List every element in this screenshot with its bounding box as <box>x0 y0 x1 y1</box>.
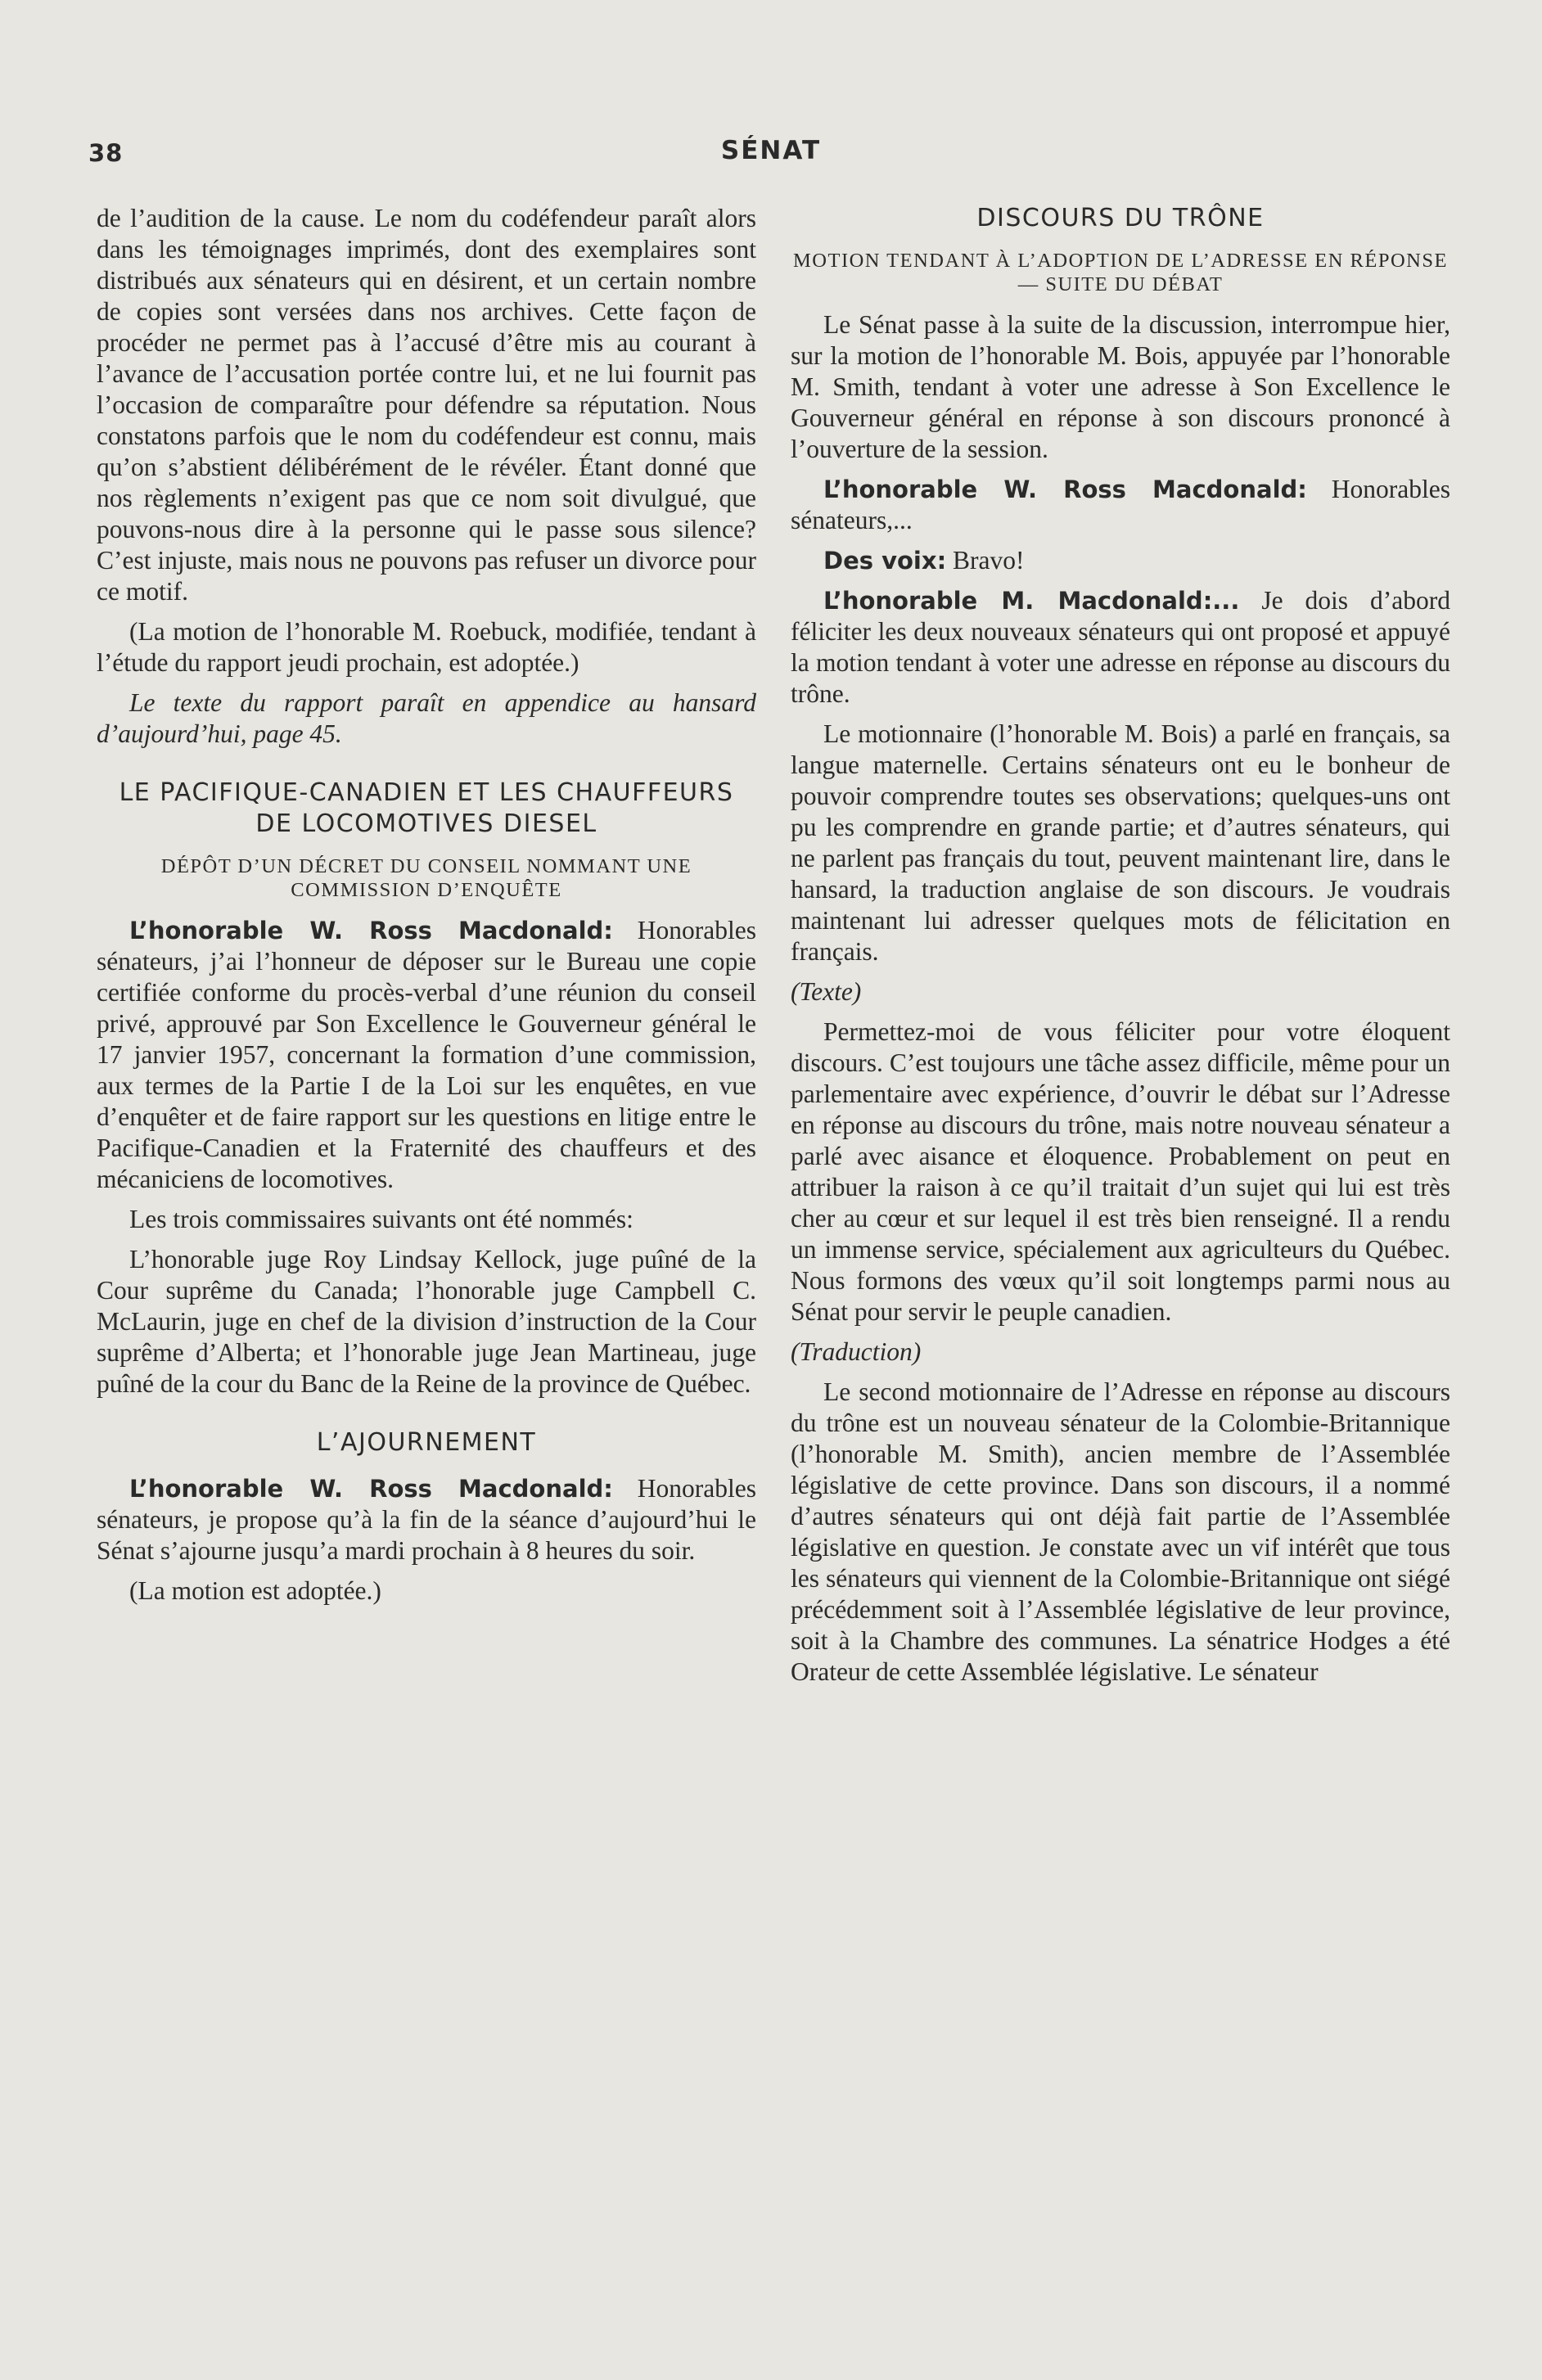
running-head: SÉNAT <box>720 136 822 165</box>
speech-paragraph <box>791 545 1450 576</box>
section-heading-pacifique: LE PACIFIQUE-CANADIEN ET LES CHAUFFEURS DE LOCOMOTIVES DIESEL <box>119 778 734 838</box>
language-marker-texte: (Texte) <box>791 977 862 1006</box>
speaker-name: L’honorable M. Macdonald:... <box>823 587 1240 615</box>
speech-paragraph <box>97 1473 756 1566</box>
paragraph-appendix-note: Le texte du rapport paraît en appendice au hansard d’aujourd’hui, page 45. <box>97 688 756 748</box>
paragraph: Permettez-moi de vous féliciter pour votre éloquent discours. C’est toujours une tâche assez difficile, même pour un parlementaire avec expérience, d’ouvrir le débat sur l’Adresse en réponse au discours du trône, mais notre nouveau sénateur a parlé avec aisance et éloquence. Probablement on peut en attribuer la raison à ce qu’il traitait d’un sujet qui lui est très cher au cœur et sur lequel il est très bien renseigné. Il a rendu un immense service, spécialement aux agriculteurs du Québec. Nous formons des vœux qu’il soit longtemps parmi nous au Sénat pour servir le peuple canadien. <box>791 1017 1450 1326</box>
paragraph: (La motion est adoptée.) <box>129 1576 381 1605</box>
right-column <box>791 203 1450 1697</box>
speech-text: Honorables sénateurs,... <box>791 475 1450 534</box>
speech-paragraph <box>97 915 756 1195</box>
speech-paragraph <box>791 585 1450 710</box>
subheading-depot: DÉPÔT D’UN DÉCRET DU CONSEIL NOMMANT UNE COMMISSION D’ENQUÊTE <box>160 855 692 901</box>
page-number: 38 <box>88 139 124 167</box>
speech-text: Je dois d’abord féliciter les deux nouveaux sénateurs qui ont proposé et appuyé la motion tendant à voter une adresse en réponse au discours du trône. <box>791 586 1450 708</box>
language-marker-traduction: (Traduction) <box>791 1337 922 1366</box>
paragraph: Le motionnaire (l’honorable M. Bois) a parlé en français, sa langue maternelle. Certains sénateurs ont eu le bonheur de pouvoir comprendre toutes ses observations; quelques-uns ont pu les comprendre en grande partie; et d’autres sénateurs, qui ne parlent pas français du tout, peuvent maintenant lire, dans le hansard, la traduction anglaise de son discours. Je voudrais maintenant lui adresser quelques mots de félicitation en français. <box>791 719 1450 966</box>
speech-paragraph <box>791 474 1450 536</box>
speech-text: Honorables sénateurs, je propose qu’à la fin de la séance d’aujourd’hui le Sénat s’ajourne jusqu’a mardi prochain à 8 heures du soir. <box>97 1474 756 1565</box>
paragraph: Le second motionnaire de l’Adresse en réponse au discours du trône est un nouveau sénateur de la Colombie-Britannique (l’honorable M. Smith), ancien membre de l’Assemblée législative de cette province. Dans son discours, il a nommé d’autres sénateurs qui ont déjà fait partie de l’Assemblée législative en question. Je constate avec un vif intérêt que tous les sénateurs qui viennent de la Colombie-Britannique ont siégé précédemment soit à l’Assemblée législative de leur province, soit à la Chambre des communes. La sénatrice Hodges a été Orateur de cette Assemblée législative. Le sénateur <box>791 1377 1450 1686</box>
speech-text: Bravo! <box>953 546 1025 575</box>
section-heading-ajournement: L’AJOURNEMENT <box>316 1428 537 1457</box>
paragraph: L’honorable juge Roy Lindsay Kellock, juge puîné de la Cour suprême du Canada; l’honorable juge Campbell C. McLaurin, juge en chef de la division d’instruction de la Cour suprême d’Alberta; et l’honorable juge Jean Martineau, juge puîné de la cour du Banc de la Reine de la province de Québec. <box>97 1245 756 1398</box>
section-heading-discours: DISCOURS DU TRÔNE <box>976 204 1265 232</box>
paragraph: de l’audition de la cause. Le nom du codéfendeur paraît alors dans les témoignages imprimés, dont des exemplaires sont distribués aux sénateurs qui en désirent, et un certain nombre de copies sont versées dans nos archives. Cette façon de procéder ne permet pas à l’accusé d’être mis au courant à l’avance de l’accusation portée contre lui, et ne lui fournit pas l’occasion de comparaître pour défendre sa réputation. Nous constatons parfois que le nom du codéfendeur est connu, mais qu’on s’abstient délibérément de le révéler. Étant donné que nos règlements n’exigent pas que ce nom soit divulgué, que pouvons-nous dire à la personne qui le passe sous silence? C’est injuste, mais nous ne pouvons pas refuser un divorce pour ce motif. <box>97 204 756 606</box>
speaker-name: L’honorable W. Ross Macdonald: <box>823 476 1307 503</box>
speech-text: Honorables sénateurs, j’ai l’honneur de déposer sur le Bureau une copie certifiée conforme du procès-verbal d’une réunion du conseil privé, approuvé par Son Excellence le Gouverneur général le 17 janvier 1957, concernant la formation d’une commission, aux termes de la Partie I de la Loi sur les enquêtes, en vue d’enquêter et de faire rapport sur les questions en litige entre le Pacifique-Canadien et la Fraternité des chauffeurs et des mécaniciens de locomotives. <box>97 916 756 1193</box>
paragraph: (La motion de l’honorable M. Roebuck, modifiée, tendant à l’étude du rapport jeudi prochain, est adoptée.) <box>97 617 756 677</box>
paragraph: Le Sénat passe à la suite de la discussion, interrompue hier, sur la motion de l’honorable M. Bois, appuyée par l’honorable M. Smith, tendant à voter une adresse à Son Excellence le Gouverneur général en réponse à son discours prononcé à l’ouverture de la session. <box>791 310 1450 463</box>
speaker-name: L’honorable W. Ross Macdonald: <box>129 1475 613 1503</box>
paragraph: Les trois commissaires suivants ont été nommés: <box>129 1205 633 1233</box>
speaker-name: Des voix: <box>823 547 947 575</box>
left-column <box>97 203 756 1616</box>
subheading-motion: MOTION TENDANT À L’ADOPTION DE L’ADRESSE EN RÉPONSE— SUITE DU DÉBAT <box>793 250 1448 295</box>
speaker-name: L’honorable W. Ross Macdonald: <box>129 917 613 944</box>
